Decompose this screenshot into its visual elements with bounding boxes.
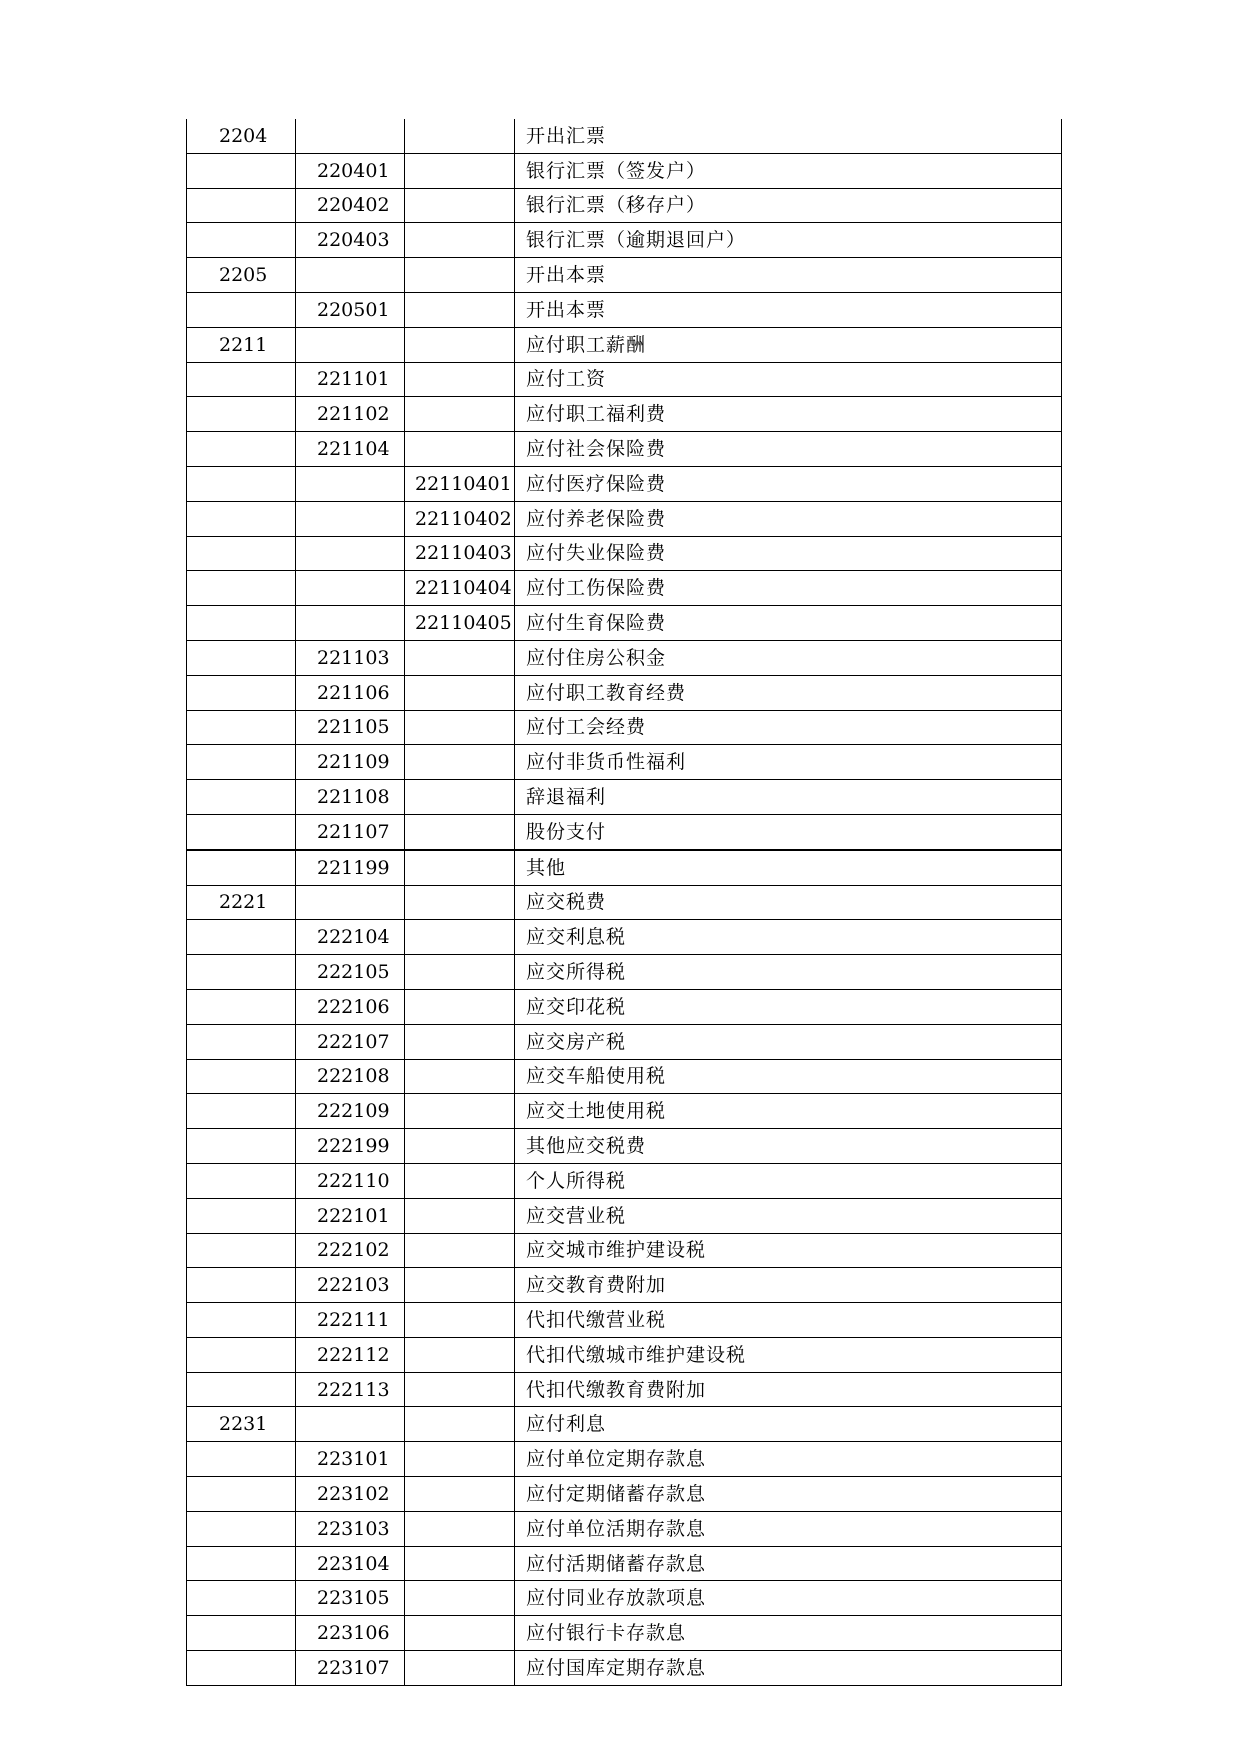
level2-code-cell: 222104 — [296, 920, 405, 955]
level1-code-cell — [187, 188, 296, 223]
account-name-cell: 银行汇票（逾期退回户） — [515, 223, 1062, 258]
level3-code-cell: 22110404 — [405, 571, 515, 606]
level2-code-cell: 220402 — [296, 188, 405, 223]
level3-code-cell — [405, 920, 515, 955]
level2-code-cell: 222106 — [296, 989, 405, 1024]
level1-code-cell — [187, 1094, 296, 1129]
level3-code-cell — [405, 989, 515, 1024]
account-name-cell: 应付活期储蓄存款息 — [515, 1546, 1062, 1581]
level3-code-cell — [405, 710, 515, 745]
level2-code-cell: 222109 — [296, 1094, 405, 1129]
account-name-cell: 应交利息税 — [515, 920, 1062, 955]
level2-code-cell: 220501 — [296, 292, 405, 327]
level3-code-cell — [405, 397, 515, 432]
level3-code-cell — [405, 119, 515, 153]
level1-code-cell — [187, 780, 296, 815]
account-name-cell: 应付国库定期存款息 — [515, 1651, 1062, 1686]
level3-code-cell — [405, 1024, 515, 1059]
level2-code-cell — [296, 258, 405, 293]
level1-code-cell: 2205 — [187, 258, 296, 293]
table-row — [187, 1268, 1062, 1303]
account-name-cell: 代扣代缴营业税 — [515, 1303, 1062, 1338]
table-row — [187, 989, 1062, 1024]
account-name-cell: 应付住房公积金 — [515, 640, 1062, 675]
level2-code-cell: 221106 — [296, 675, 405, 710]
level2-code-cell: 222107 — [296, 1024, 405, 1059]
level3-code-cell — [405, 153, 515, 188]
level1-code-cell: 2221 — [187, 885, 296, 920]
level1-code-cell — [187, 1059, 296, 1094]
table-row — [187, 501, 1062, 536]
level3-code-cell — [405, 850, 515, 885]
level3-code-cell — [405, 188, 515, 223]
level3-code-cell — [405, 223, 515, 258]
account-name-cell: 应付利息 — [515, 1407, 1062, 1442]
level1-code-cell — [187, 1337, 296, 1372]
level1-code-cell — [187, 955, 296, 990]
level1-code-cell — [187, 466, 296, 501]
level3-code-cell — [405, 1546, 515, 1581]
level1-code-cell — [187, 432, 296, 467]
table-row — [187, 710, 1062, 745]
table-row — [187, 327, 1062, 362]
level1-code-cell — [187, 292, 296, 327]
level3-code-cell — [405, 1372, 515, 1407]
level1-code-cell — [187, 675, 296, 710]
account-name-cell: 开出本票 — [515, 258, 1062, 293]
table-row — [187, 223, 1062, 258]
level2-code-cell — [296, 466, 405, 501]
account-name-cell: 应付失业保险费 — [515, 536, 1062, 571]
level3-code-cell — [405, 1407, 515, 1442]
level2-code-cell: 221105 — [296, 710, 405, 745]
level1-code-cell — [187, 640, 296, 675]
level1-code-cell — [187, 1616, 296, 1651]
level2-code-cell: 222199 — [296, 1129, 405, 1164]
level3-code-cell — [405, 1616, 515, 1651]
account-name-cell: 应付生育保险费 — [515, 606, 1062, 641]
level2-code-cell: 223103 — [296, 1511, 405, 1546]
account-name-cell: 银行汇票（移存户） — [515, 188, 1062, 223]
account-name-cell: 应付医疗保险费 — [515, 466, 1062, 501]
table-row — [187, 606, 1062, 641]
account-name-cell: 应交城市维护建设税 — [515, 1233, 1062, 1268]
level2-code-cell: 222108 — [296, 1059, 405, 1094]
level1-code-cell — [187, 1268, 296, 1303]
table-row — [187, 1407, 1062, 1442]
account-name-cell: 应付工伤保险费 — [515, 571, 1062, 606]
level3-code-cell — [405, 1337, 515, 1372]
level1-code-cell — [187, 1651, 296, 1686]
account-name-cell: 应付同业存放款项息 — [515, 1581, 1062, 1616]
level1-code-cell — [187, 1511, 296, 1546]
account-name-cell: 应交税费 — [515, 885, 1062, 920]
table-row — [187, 1546, 1062, 1581]
level3-code-cell — [405, 1198, 515, 1233]
table-row — [187, 920, 1062, 955]
table-row — [187, 119, 1062, 153]
level3-code-cell — [405, 1477, 515, 1512]
level3-code-cell — [405, 814, 515, 849]
level3-code-cell — [405, 955, 515, 990]
account-name-cell: 代扣代缴城市维护建设税 — [515, 1337, 1062, 1372]
level3-code-cell: 22110403 — [405, 536, 515, 571]
level1-code-cell — [187, 989, 296, 1024]
level1-code-cell: 2204 — [187, 119, 296, 153]
level1-code-cell — [187, 1546, 296, 1581]
table-row — [187, 780, 1062, 815]
account-name-cell: 应付非货币性福利 — [515, 745, 1062, 780]
level2-code-cell: 221104 — [296, 432, 405, 467]
level3-code-cell — [405, 675, 515, 710]
table-row — [187, 885, 1062, 920]
table-row — [187, 1511, 1062, 1546]
level2-code-cell — [296, 501, 405, 536]
account-name-cell: 应付工资 — [515, 362, 1062, 397]
table-row — [187, 536, 1062, 571]
level1-code-cell — [187, 1581, 296, 1616]
level3-code-cell — [405, 432, 515, 467]
account-name-cell: 应付职工薪酬 — [515, 327, 1062, 362]
level2-code-cell — [296, 571, 405, 606]
level3-code-cell — [405, 1233, 515, 1268]
level2-code-cell — [296, 119, 405, 153]
level3-code-cell: 22110402 — [405, 501, 515, 536]
level1-code-cell — [187, 814, 296, 849]
account-name-cell: 应交教育费附加 — [515, 1268, 1062, 1303]
table-row — [187, 362, 1062, 397]
level3-code-cell — [405, 258, 515, 293]
level2-code-cell: 222101 — [296, 1198, 405, 1233]
account-code-table-body — [187, 119, 1062, 1685]
level1-code-cell — [187, 1233, 296, 1268]
table-row — [187, 188, 1062, 223]
level2-code-cell: 223104 — [296, 1546, 405, 1581]
table-row — [187, 571, 1062, 606]
account-name-cell: 应付职工教育经费 — [515, 675, 1062, 710]
table-row — [187, 258, 1062, 293]
account-name-cell: 应付养老保险费 — [515, 501, 1062, 536]
table-row — [187, 640, 1062, 675]
level3-code-cell — [405, 1651, 515, 1686]
level2-code-cell: 222110 — [296, 1163, 405, 1198]
level2-code-cell: 221108 — [296, 780, 405, 815]
table-row — [187, 153, 1062, 188]
level1-code-cell — [187, 1442, 296, 1477]
account-name-cell: 股份支付 — [515, 814, 1062, 849]
account-name-cell: 应付定期储蓄存款息 — [515, 1477, 1062, 1512]
level3-code-cell — [405, 1094, 515, 1129]
level1-code-cell: 2211 — [187, 327, 296, 362]
level1-code-cell — [187, 710, 296, 745]
level2-code-cell: 221102 — [296, 397, 405, 432]
level2-code-cell: 221199 — [296, 850, 405, 885]
level1-code-cell — [187, 850, 296, 885]
table-row — [187, 1163, 1062, 1198]
account-name-cell: 开出本票 — [515, 292, 1062, 327]
level2-code-cell: 222113 — [296, 1372, 405, 1407]
account-name-cell: 应付职工福利费 — [515, 397, 1062, 432]
level1-code-cell — [187, 920, 296, 955]
level3-code-cell — [405, 1303, 515, 1338]
level1-code-cell — [187, 606, 296, 641]
table-row — [187, 675, 1062, 710]
account-code-table — [186, 119, 1062, 1686]
level1-code-cell — [187, 1303, 296, 1338]
level2-code-cell: 221101 — [296, 362, 405, 397]
level1-code-cell — [187, 397, 296, 432]
level2-code-cell: 223106 — [296, 1616, 405, 1651]
table-row — [187, 1616, 1062, 1651]
level1-code-cell — [187, 536, 296, 571]
table-row — [187, 850, 1062, 885]
level3-code-cell — [405, 885, 515, 920]
table-row — [187, 466, 1062, 501]
level2-code-cell: 221107 — [296, 814, 405, 849]
table-row — [187, 1024, 1062, 1059]
level3-code-cell: 22110405 — [405, 606, 515, 641]
table-row — [187, 1372, 1062, 1407]
table-row — [187, 1477, 1062, 1512]
account-name-cell: 应付银行卡存款息 — [515, 1616, 1062, 1651]
level2-code-cell: 223101 — [296, 1442, 405, 1477]
table-row — [187, 814, 1062, 849]
level1-code-cell: 2231 — [187, 1407, 296, 1442]
account-name-cell: 辞退福利 — [515, 780, 1062, 815]
level1-code-cell — [187, 153, 296, 188]
account-name-cell: 代扣代缴教育费附加 — [515, 1372, 1062, 1407]
table-row — [187, 1303, 1062, 1338]
account-name-cell: 开出汇票 — [515, 119, 1062, 153]
level1-code-cell — [187, 223, 296, 258]
level2-code-cell: 222112 — [296, 1337, 405, 1372]
table-row — [187, 1442, 1062, 1477]
level3-code-cell: 22110401 — [405, 466, 515, 501]
account-name-cell: 应交所得税 — [515, 955, 1062, 990]
level1-code-cell — [187, 1477, 296, 1512]
level2-code-cell: 223102 — [296, 1477, 405, 1512]
table-row — [187, 432, 1062, 467]
level1-code-cell — [187, 571, 296, 606]
account-name-cell: 其他 — [515, 850, 1062, 885]
table-row — [187, 745, 1062, 780]
table-row — [187, 397, 1062, 432]
account-name-cell: 应付工会经费 — [515, 710, 1062, 745]
level1-code-cell — [187, 1129, 296, 1164]
level1-code-cell — [187, 1372, 296, 1407]
level3-code-cell — [405, 1581, 515, 1616]
level2-code-cell: 221109 — [296, 745, 405, 780]
level3-code-cell — [405, 1059, 515, 1094]
table-row — [187, 1059, 1062, 1094]
level3-code-cell — [405, 1511, 515, 1546]
level3-code-cell — [405, 1442, 515, 1477]
account-name-cell: 应交车船使用税 — [515, 1059, 1062, 1094]
level2-code-cell: 221103 — [296, 640, 405, 675]
table-row — [187, 1337, 1062, 1372]
level2-code-cell: 222103 — [296, 1268, 405, 1303]
level3-code-cell — [405, 1268, 515, 1303]
level1-code-cell — [187, 1024, 296, 1059]
table-row — [187, 955, 1062, 990]
level1-code-cell — [187, 1198, 296, 1233]
account-name-cell: 其他应交税费 — [515, 1129, 1062, 1164]
account-name-cell: 应交土地使用税 — [515, 1094, 1062, 1129]
account-name-cell: 个人所得税 — [515, 1163, 1062, 1198]
table-row — [187, 1129, 1062, 1164]
account-name-cell: 银行汇票（签发户） — [515, 153, 1062, 188]
level1-code-cell — [187, 745, 296, 780]
level2-code-cell: 222105 — [296, 955, 405, 990]
level2-code-cell: 223107 — [296, 1651, 405, 1686]
level3-code-cell — [405, 1163, 515, 1198]
account-name-cell: 应付单位定期存款息 — [515, 1442, 1062, 1477]
table-row — [187, 1233, 1062, 1268]
level2-code-cell — [296, 536, 405, 571]
table-row — [187, 292, 1062, 327]
table-row — [187, 1198, 1062, 1233]
level1-code-cell — [187, 1163, 296, 1198]
level2-code-cell: 222111 — [296, 1303, 405, 1338]
account-name-cell: 应交房产税 — [515, 1024, 1062, 1059]
level2-code-cell — [296, 606, 405, 641]
level3-code-cell — [405, 1129, 515, 1164]
account-name-cell: 应付社会保险费 — [515, 432, 1062, 467]
level2-code-cell: 222102 — [296, 1233, 405, 1268]
table-row — [187, 1651, 1062, 1686]
level2-code-cell: 220403 — [296, 223, 405, 258]
account-name-cell: 应交营业税 — [515, 1198, 1062, 1233]
level2-code-cell — [296, 327, 405, 362]
level3-code-cell — [405, 362, 515, 397]
level3-code-cell — [405, 640, 515, 675]
level3-code-cell — [405, 327, 515, 362]
level2-code-cell — [296, 1407, 405, 1442]
level3-code-cell — [405, 780, 515, 815]
account-name-cell: 应付单位活期存款息 — [515, 1511, 1062, 1546]
level3-code-cell — [405, 292, 515, 327]
level3-code-cell — [405, 745, 515, 780]
table-row — [187, 1581, 1062, 1616]
level2-code-cell — [296, 885, 405, 920]
account-name-cell: 应交印花税 — [515, 989, 1062, 1024]
level2-code-cell: 220401 — [296, 153, 405, 188]
level1-code-cell — [187, 362, 296, 397]
table-row — [187, 1094, 1062, 1129]
level1-code-cell — [187, 501, 296, 536]
level2-code-cell: 223105 — [296, 1581, 405, 1616]
